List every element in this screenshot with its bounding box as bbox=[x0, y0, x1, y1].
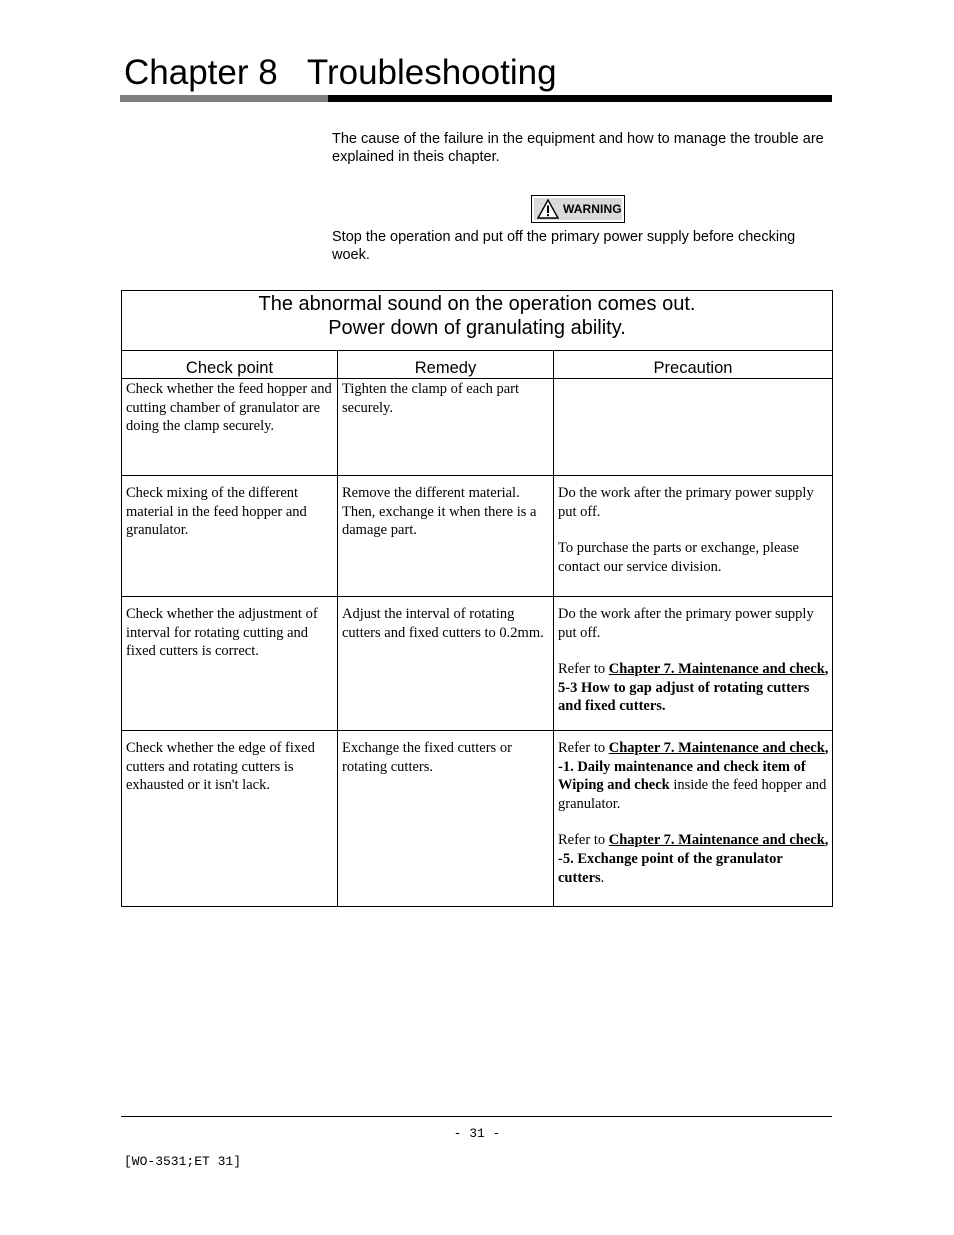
intro-paragraph: The cause of the failure in the equipment and how to manage the trouble are explained in theis chapter. bbox=[332, 131, 824, 165]
precaution-paragraph: To purchase the parts or exchange, please contact our service division. bbox=[558, 540, 799, 575]
table-title-line1: The abnormal sound on the operation comes out. bbox=[258, 293, 696, 315]
check-point-cell: Check whether the feed hopper and cutting chamber of granulator are doing the clamp securely. bbox=[122, 379, 338, 476]
chapter7-link[interactable]: Chapter 7. Maintenance and check bbox=[608, 740, 825, 756]
remedy-cell: Exchange the fixed cutters or rotating cutters. bbox=[338, 731, 554, 907]
remedy-cell: Tighten the clamp of each part securely. bbox=[338, 379, 554, 476]
check-point-cell: Check whether the edge of fixed cutters and rotating cutters is exhausted or it isn't lack. bbox=[122, 731, 338, 907]
warning-text: Stop the operation and put off the primary power supply before checking woek. bbox=[332, 229, 796, 263]
precaution-cell bbox=[554, 597, 833, 731]
warning-badge bbox=[531, 195, 625, 223]
header-precaution: Precaution bbox=[554, 351, 833, 379]
warning-label: WARNING bbox=[563, 202, 622, 216]
precaution-cell bbox=[554, 476, 833, 597]
table-row bbox=[122, 597, 833, 731]
check-point-cell: Check mixing of the different material in the feed hopper and granulator. bbox=[122, 476, 338, 597]
precaution-cell bbox=[554, 731, 833, 907]
page-number: - 31 - bbox=[453, 1126, 501, 1141]
precaution-reference: Refer to Chapter 7. Maintenance and check, -5. Exchange point of the granulator cutters. bbox=[558, 832, 829, 886]
title-rule-gray bbox=[120, 95, 328, 102]
title-rule-black bbox=[328, 95, 832, 102]
table-row bbox=[122, 476, 833, 597]
table-title-cell bbox=[122, 291, 833, 351]
chapter-title: Chapter 8 Troubleshooting bbox=[124, 53, 557, 92]
check-point-cell: Check whether the adjustment of interval for rotating cutting and fixed cutters is correct. bbox=[122, 597, 338, 731]
document-code: [WO-3531;ET 31] bbox=[124, 1154, 242, 1169]
header-remedy: Remedy bbox=[338, 351, 554, 379]
footer-rule bbox=[121, 1116, 832, 1117]
header-check-point: Check point bbox=[122, 351, 338, 379]
chapter7-link[interactable]: Chapter 7. Maintenance and check bbox=[608, 661, 825, 678]
troubleshooting-table bbox=[121, 290, 833, 907]
remedy-cell: Adjust the interval of rotating cutters and fixed cutters to 0.2mm. bbox=[338, 597, 554, 731]
precaution-cell bbox=[554, 379, 833, 476]
precaution-paragraph: Do the work after the primary power supply put off. bbox=[558, 485, 814, 520]
precaution-reference: Refer to Chapter 7. Maintenance and check, 5-3 How to gap adjust of rotating cutters and fixed cutters. bbox=[558, 661, 829, 715]
table-title-line2: Power down of granulating ability. bbox=[328, 317, 626, 339]
table-row bbox=[122, 731, 833, 907]
table-row bbox=[122, 379, 833, 476]
warning-triangle-icon bbox=[537, 199, 559, 219]
precaution-paragraph: Do the work after the primary power supply put off. bbox=[558, 606, 814, 641]
chapter7-link[interactable]: Chapter 7. Maintenance and check bbox=[608, 832, 825, 849]
remedy-cell: Remove the different material. Then, exchange it when there is a damage part. bbox=[338, 476, 554, 597]
precaution-reference: Refer to Chapter 7. Maintenance and check, -1. Daily maintenance and check item of Wiping and check inside the feed hopper and granulator. bbox=[558, 740, 829, 812]
